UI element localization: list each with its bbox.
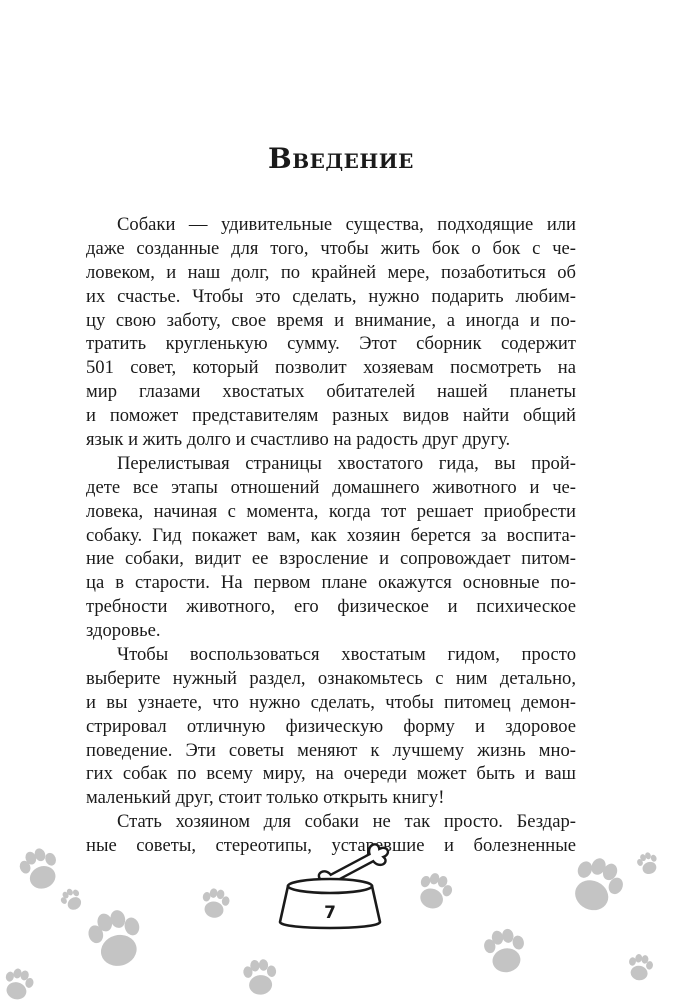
text-line: дете все этапы отношений домашнего животного и че- [86,476,576,498]
paw-print-icon [16,844,64,894]
paw-print-icon [564,851,630,918]
text-line: и вы узнаете, что нужно сделать, чтобы питомец демон- [86,691,576,713]
text-line: 501 совет, который позволит хозяевам посмотреть на [86,357,576,379]
dog-bowl-bone-icon [280,840,392,928]
text-line: язык и жить долго и счастливо на радость друг другу. [86,429,511,451]
paw-print-icon [626,953,654,983]
text-line: ца в старости. На первом плане окажутся основные по- [86,572,576,594]
body-text [86,213,576,858]
paw-print-icon [200,887,232,920]
text-line: ние собаки, видит ее взросление и сопровождает питом- [86,548,576,570]
text-line: и поможет представителям разных видов найти общий [86,405,576,427]
paw-print-icon [84,905,148,971]
page-number: 7 [324,903,336,923]
text-line: здоровье. [86,620,161,642]
text-line: ловеком, и наш долг, по крайней мере, позаботиться об [86,261,576,283]
text-line: Стать хозяином для собаки не так просто. Бездар- [117,811,576,833]
text-line: маленький друг, стоит только открыть книгу! [86,787,445,809]
paw-print-icon [482,926,529,975]
paw-print-icon [1,966,36,1001]
text-line: тратить кругленькую сумму. Этот сборник содержит [86,333,576,355]
paw-print-icon [635,850,661,877]
text-line: выберите нужный раздел, ознакомьтесь с ним детально, [86,667,576,689]
text-line: мир глазами хвостатых обитателей нашей планеты [86,381,576,403]
paw-print-icon [413,869,456,913]
text-line: гих собак по всему миру, на очереди может быть и ваш [86,763,576,785]
text-line: Перелистывая страницы хвостатого гида, вы прой- [117,452,576,474]
text-line: их счастье. Чтобы это сделать, нужно подарить любим- [86,285,576,307]
footer-decoration [0,840,682,1001]
text-line: цу свою заботу, свое время и внимание, а иногда и по- [86,309,576,331]
text-line: стрировал отличную физическую форму и здоровое [86,715,576,737]
paw-print-icon [242,958,278,996]
text-line: ловека, начиная с момента, когда тот решает приобрести [86,500,576,522]
paw-print-icon [58,885,87,914]
text-line: ные советы, стереотипы, устаревшие и болезненные [86,835,576,857]
page-title: Введение [268,142,414,175]
text-line: собаку. Гид покажет вам, как хозяин берется за воспита- [86,524,576,546]
text-line: даже созданные для того, чтобы жить бок о бок с че- [86,237,576,259]
text-line: Собаки — удивительные существа, подходящие или [117,214,576,235]
text-line: поведение. Эти советы меняют к лучшему жизнь мно- [86,739,576,761]
text-line: требности животного, его физическое и психическое [86,596,576,618]
text-line: Чтобы воспользоваться хвостатым гидом, просто [117,644,576,666]
